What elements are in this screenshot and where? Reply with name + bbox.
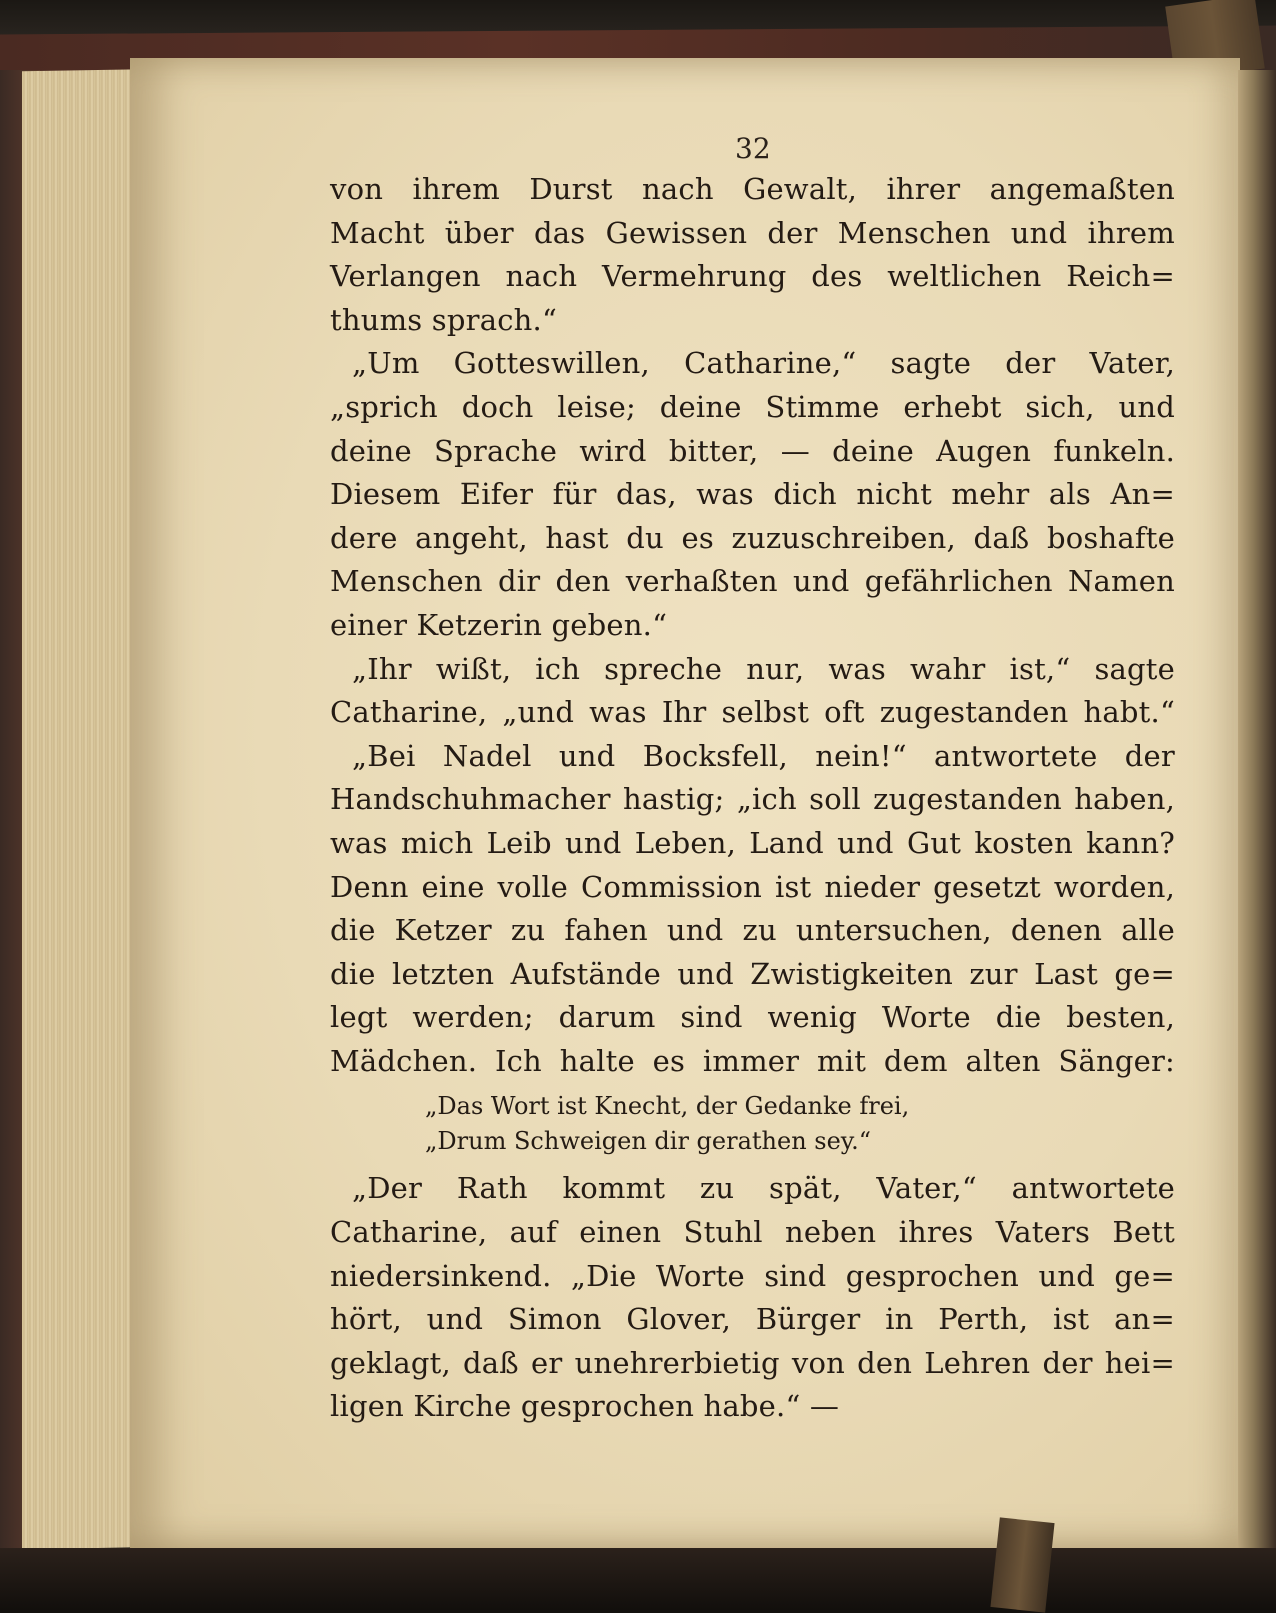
text-line: Catharine, „und was Ihr selbst oft zugestanden habt.“ [330,695,1175,730]
text-line: „Bei Nadel und Bocksfell, nein!“ antwortete der [352,738,1175,773]
page-number: 32 [735,132,771,165]
text-line: Catharine, auf einen Stuhl neben ihres Vaters Bett [330,1215,1175,1250]
text-line: legt werden; darum sind wenig Worte die besten, [330,1000,1175,1035]
page-gutter-right [1238,70,1276,1550]
paragraphs-before-verse [330,168,1175,1083]
text-line: die letzten Aufstände und Zwistigkeiten zur Last ge= [330,956,1175,991]
verse-line: „Das Wort ist Knecht, der Gedanke frei, [425,1092,910,1121]
text-line: Menschen dir den verhaßten und gefährlichen Namen [330,564,1175,599]
text-line: „sprich doch leise; deine Stimme erhebt sich, und [330,389,1175,424]
text-line: dere angeht, hast du es zuzuschreiben, daß boshafte [330,520,1175,555]
text-line: Macht über das Gewissen der Menschen und ihrem [330,215,1175,250]
text-line: Handschuhmacher hastig; „ich soll zugestanden haben, [330,782,1175,817]
text-line: einer Ketzerin geben.“ [330,607,668,642]
text-line: was mich Leib und Leben, Land und Gut kosten kann? [330,825,1175,860]
text-line: „Um Gotteswillen, Catharine,“ sagte der Vater, [352,346,1175,381]
text-line: Mädchen. Ich halte es immer mit dem alten Sänger: [330,1043,1175,1078]
text-line: „Der Rath kommt zu spät, Vater,“ antwortete [352,1171,1175,1206]
paragraphs-after-verse [330,1167,1175,1429]
text-line: die Ketzer zu fahen und zu untersuchen, denen alle [330,913,1175,948]
text-line: niedersinkend. „Die Worte sind gesprochen und ge= [330,1258,1175,1293]
text-line: deine Sprache wird bitter, — deine Augen funkeln. [330,433,1175,468]
text-line: Verlangen nach Vermehrung des weltlichen Reich= [330,259,1175,294]
text-line: „Ihr wißt, ich spreche nur, was wahr ist,“ sagte [352,651,1175,686]
text-line: hört, und Simon Glover, Bürger in Perth, ist an= [330,1302,1175,1337]
verse-quote [330,1089,1175,1159]
text-line: Diesem Eifer für das, was dich nicht mehr als An= [330,477,1175,512]
text-line: geklagt, daß er unehrerbietig von den Lehren der hei= [330,1345,1175,1380]
text-line: von ihrem Durst nach Gewalt, ihrer angemaßten [330,172,1175,206]
text-line: thums sprach.“ [330,302,557,337]
text-line: Denn eine volle Commission ist nieder gesetzt worden, [330,869,1175,904]
body-text [330,168,1175,1429]
book-cover-bottom [0,1548,1276,1610]
text-line: ligen Kirche gesprochen habe.“ — [330,1389,840,1424]
ribbon-bookmark-bottom [990,1517,1054,1612]
verse-line: „Drum Schweigen dir gerathen sey.“ [425,1127,872,1156]
